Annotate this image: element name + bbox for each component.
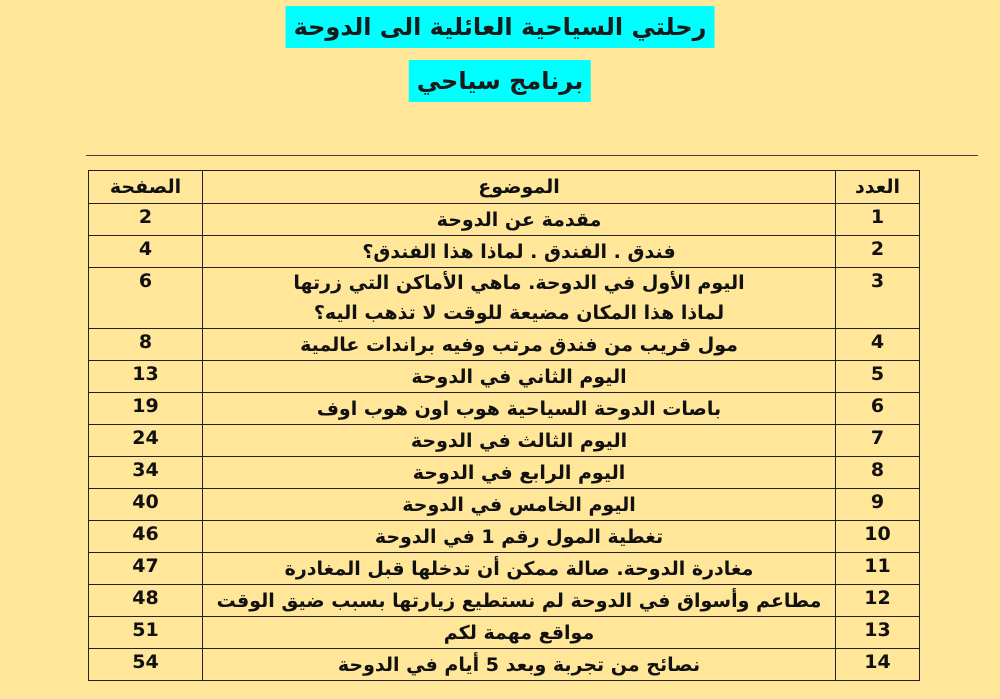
row-topic-line: اليوم الأول في الدوحة. ماهي الأماكن التي زرتها [293,272,745,294]
row-page: 34 [89,457,203,489]
row-topic [203,329,836,361]
row-number: 9 [836,489,920,521]
table-row [89,361,920,393]
row-page: 8 [89,329,203,361]
row-topic-line: مول قريب من فندق مرتب وفيه براندات عالمية [300,333,738,356]
table-row [89,329,920,361]
table-row [89,425,920,457]
row-topic [203,268,836,329]
row-page: 54 [89,649,203,681]
row-page: 2 [89,204,203,236]
row-topic-line: مطاعم وأسواق في الدوحة لم نستطيع زيارتها بسبب ضيق الوقت [216,589,822,612]
column-header-topic: الموضوع [203,171,836,204]
row-topic-line: نصائح من تجربة وبعد 5 أيام في الدوحة [337,653,701,676]
row-page: 48 [89,585,203,617]
table-row [89,521,920,553]
row-page: 13 [89,361,203,393]
row-topic-line: مواقع مهمة لكم [443,621,595,644]
row-number: 4 [836,329,920,361]
row-page: 51 [89,617,203,649]
table-of-contents [88,170,920,681]
row-number: 6 [836,393,920,425]
row-topic-line-2: لماذا هذا المكان مضيعة للوقت لا تذهب اليه؟ [313,302,725,324]
row-topic [203,489,836,521]
row-page: 40 [89,489,203,521]
row-topic-line: فندق . الفندق . لماذا هذا الفندق؟ [362,240,676,263]
row-number: 3 [836,268,920,329]
table-row [89,204,920,236]
row-topic [203,204,836,236]
row-topic [203,361,836,393]
document-subtitle: برنامج سياحي [409,60,591,102]
row-topic-line: تغطية المول رقم 1 في الدوحة [374,525,664,548]
table-row [89,617,920,649]
row-page: 46 [89,521,203,553]
row-number: 11 [836,553,920,585]
table-row [89,489,920,521]
row-topic [203,393,836,425]
row-page: 47 [89,553,203,585]
column-header-number: العدد [836,171,920,204]
row-number: 10 [836,521,920,553]
row-number: 13 [836,617,920,649]
row-topic [203,649,836,681]
table-row [89,268,920,329]
row-page: 4 [89,236,203,268]
row-topic-line: مغادرة الدوحة. صالة ممكن أن تدخلها قبل المغادرة [284,557,754,580]
row-topic [203,585,836,617]
row-topic-line: مقدمة عن الدوحة [436,208,602,231]
row-number: 2 [836,236,920,268]
row-page: 24 [89,425,203,457]
table-row [89,649,920,681]
table-row [89,585,920,617]
table-row [89,393,920,425]
row-page: 19 [89,393,203,425]
row-topic-line: اليوم الثالث في الدوحة [410,429,628,452]
horizontal-rule [86,155,978,156]
row-number: 14 [836,649,920,681]
table-row [89,553,920,585]
row-topic [203,521,836,553]
document-title: رحلتي السياحية العائلية الى الدوحة [286,6,715,48]
row-topic-line: باصات الدوحة السياحية هوب اون هوب اوف [316,397,722,420]
row-topic [203,553,836,585]
column-header-page: الصفحة [89,171,203,204]
row-topic [203,617,836,649]
row-number: 12 [836,585,920,617]
row-number: 7 [836,425,920,457]
row-topic [203,457,836,489]
row-topic [203,425,836,457]
row-topic-line: اليوم الرابع في الدوحة [412,461,626,484]
table-row [89,457,920,489]
table-row [89,236,920,268]
row-number: 1 [836,204,920,236]
row-number: 8 [836,457,920,489]
row-topic-line: اليوم الخامس في الدوحة [402,493,636,516]
table-header-row [89,171,920,204]
row-topic-line: اليوم الثاني في الدوحة [411,365,627,388]
row-topic [203,236,836,268]
row-page: 6 [89,268,203,329]
row-number: 5 [836,361,920,393]
